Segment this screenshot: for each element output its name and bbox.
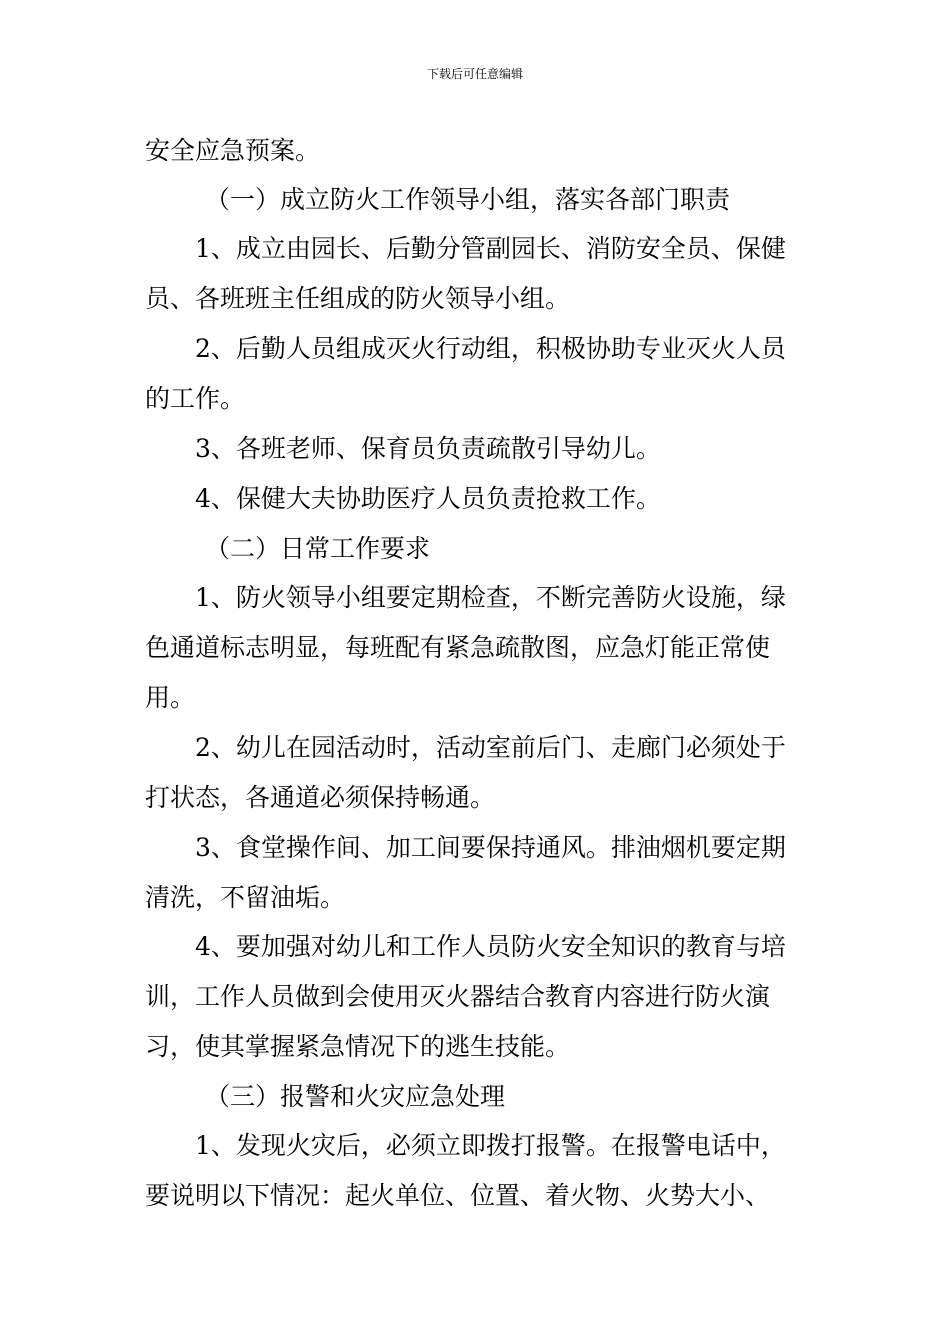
section-heading: （二）日常工作要求 [205, 534, 431, 563]
paragraph-line: 训，工作人员做到会使用灭火器结合教育内容进行防火演 [145, 982, 771, 1011]
paragraph-line: 打状态，各通道必须保持畅通。 [145, 783, 496, 812]
paragraph-line: 3、食堂操作间、加工间要保持通风。排油烟机要定期 [195, 833, 786, 862]
paragraph-line: 的工作。 [145, 384, 246, 413]
paragraph-line: 2、幼儿在园活动时，活动室前后门、走廊门必须处于 [195, 733, 786, 762]
paragraph-line: 色通道标志明显，每班配有紧急疏散图，应急灯能正常使 [145, 633, 771, 662]
paragraph-line: 清洗，不留油垢。 [145, 883, 346, 912]
section-heading: （三）报警和火灾应急处理 [205, 1082, 506, 1111]
paragraph-line: 1、防火领导小组要定期检查，不断完善防火设施，绿 [195, 583, 786, 612]
paragraph-line: 1、成立由园长、后勤分管副园长、消防安全员、保健 [195, 234, 786, 263]
paragraph-line: 3、各班老师、保育员负责疏散引导幼儿。 [195, 434, 661, 463]
paragraph-line: 4、保健大夫协助医疗人员负责抢救工作。 [195, 484, 661, 513]
paragraph-line: 4、要加强对幼儿和工作人员防火安全知识的教育与培 [195, 932, 786, 961]
paragraph-line: 员、各班班主任组成的防火领导小组。 [145, 284, 571, 313]
paragraph-line: 用。 [145, 683, 196, 712]
paragraph-line: 习，使其掌握紧急情况下的逃生技能。 [145, 1032, 571, 1061]
paragraph-line: 1、发现火灾后，必须立即拨打报警。在报警电话中， [195, 1131, 786, 1160]
paragraph-line: 要说明以下情况：起火单位、位置、着火物、火势大小、 [145, 1181, 771, 1210]
section-heading: （一）成立防火工作领导小组，落实各部门职责 [205, 185, 731, 214]
paragraph-line: 2、后勤人员组成灭火行动组，积极协助专业灭火人员 [195, 334, 786, 363]
page-header: 下载后可任意编辑 [426, 67, 523, 81]
paragraph-line: 安全应急预案。 [145, 136, 321, 165]
